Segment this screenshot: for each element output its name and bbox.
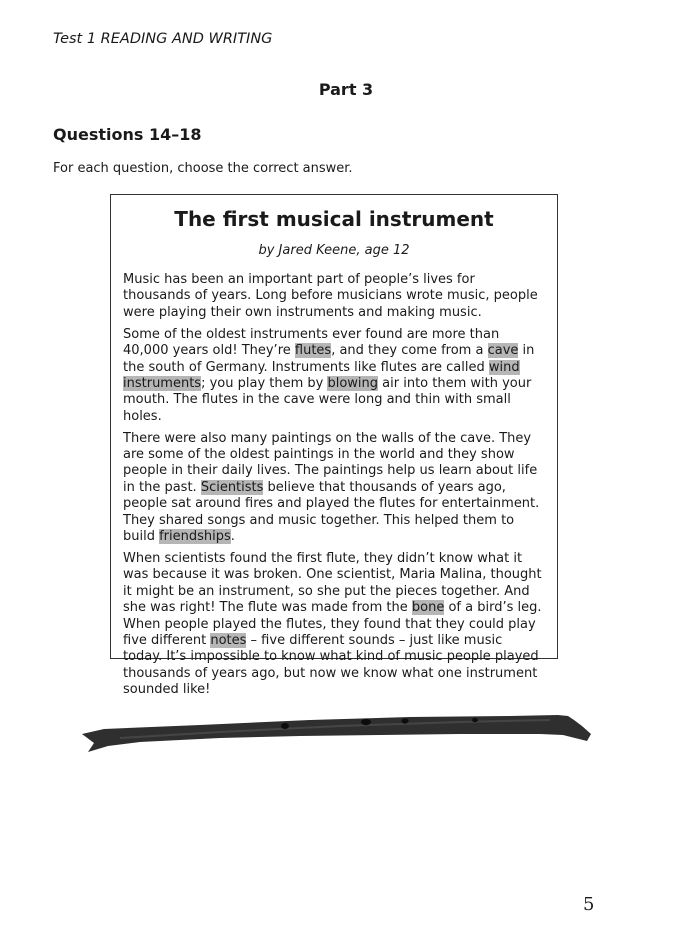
bone-flute-image	[80, 708, 600, 760]
paragraph-text: There were also many paintings on the walls of the cave. They are some of the oldest paintings in the world and they show people in their daily lives. The paintings help us learn about life in the past.	[123, 430, 538, 495]
paragraph-text: ; you play them by	[201, 375, 328, 391]
paragraph-text: .	[230, 529, 235, 545]
article-paragraph	[123, 272, 545, 321]
paragraph-text: When scientists found the first flute, they didn’t know what it was because it was broken. One scientist, Maria Malina, thought it might be an instrument, so she put the pieces together. And she was right! The flute was made from the	[123, 551, 542, 616]
paragraph-text: of a bird’s leg. When people played the flutes, they found that they could play five different	[123, 600, 542, 649]
instruction-text: For each question, choose the correct answer.	[53, 161, 353, 176]
flute-hole	[361, 719, 371, 725]
page-number: 5	[583, 894, 595, 915]
flute-hole	[281, 723, 289, 729]
page-header: Test 1 READING AND WRITING	[53, 31, 273, 47]
highlighted-word: notes	[210, 633, 247, 649]
flute-hole	[402, 718, 409, 723]
paragraph-text: , and they come from a	[331, 343, 488, 359]
article-box	[110, 194, 558, 698]
questions-title: Questions 14–18	[53, 125, 202, 144]
part-title: Part 3	[318, 80, 374, 99]
highlighted-word: Scientists	[200, 479, 264, 495]
article-paragraph	[123, 551, 545, 699]
flute-hole	[472, 718, 478, 722]
article-byline: by Jared Keene, age 12	[258, 243, 410, 258]
paragraph-text: in the south of Germany. Instruments like flutes are called	[123, 343, 535, 375]
highlighted-word: friendships	[159, 529, 231, 545]
article-body	[123, 272, 545, 699]
article-paragraph	[123, 327, 545, 425]
paragraph-text: Music has been an important part of people’s lives for thousands of years. Long before musicians wrote music, people were playing their own instruments and making music.	[123, 272, 538, 320]
highlighted-word: bone	[411, 600, 445, 616]
highlighted-word: flutes	[294, 343, 332, 359]
article-paragraph	[123, 431, 545, 546]
highlighted-word: cave	[487, 343, 519, 359]
paragraph-text: – five different sounds – just like music today. It’s impossible to know what kind of music people played thousands of years ago, but now we know what one instrument sounded like!	[123, 633, 539, 698]
highlighted-word: wind instruments	[123, 359, 520, 391]
paragraph-text: Some of the oldest instruments ever found are more than 40,000 years old! They’re	[123, 326, 500, 359]
article-title: The first musical instrument	[174, 207, 494, 231]
paragraph-text: air into them with your mouth. The flutes in the cave were long and thin with small holes.	[123, 375, 532, 424]
highlighted-word: blowing	[327, 375, 379, 391]
paragraph-text: believe that thousands of years ago, people sat around fires and played the flutes for entertainment. They shared songs and music together. This helped them to build	[123, 479, 540, 545]
